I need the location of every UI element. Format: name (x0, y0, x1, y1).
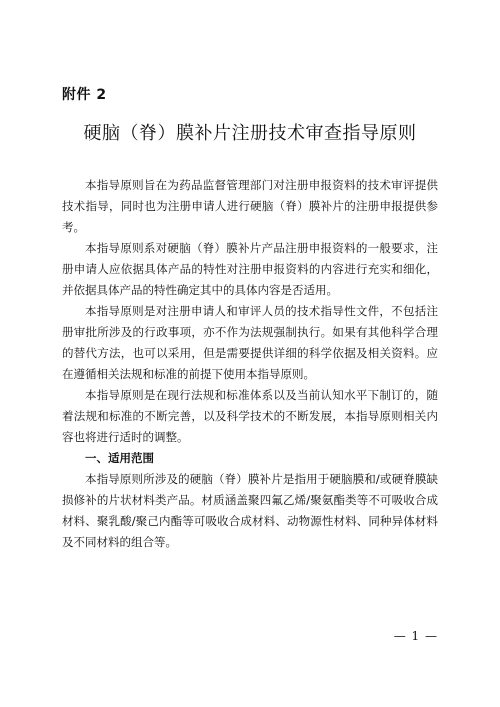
paragraph: 本指导原则旨在为药品监督管理部门对注册申报资料的技术审评提供技术指导，同时也为注册申请人进行硬脑（脊）膜补片的注册申报提供参考。 (62, 178, 438, 234)
paragraph: 本指导原则是对注册申请人和审评人员的技术指导性文件，不包括注册审批所涉及的行政事项，亦不作为法规强制执行。如果有其他科学合理的替代方法，也可以采用，但是需要提供详细的科学依据及相关资料。应在遵循相关法规和标准的前提下使用本指导原则。 (62, 304, 438, 381)
section-heading: 一、适用范围 (85, 451, 154, 465)
page-number: — 1 — (393, 629, 438, 643)
paragraph: 本指导原则系对硬脑（脊）膜补片产品注册申报资料的一般要求，注册申请人应依据具体产品的特性对注册申报资料的内容进行充实和细化，并依据具体产品的特性确定其中的具体内容是否适用。 (62, 241, 438, 297)
paragraph: 本指导原则所涉及的硬脑（脊）膜补片是指用于硬脑膜和/或硬脊膜缺损修补的片状材料类产品。材质涵盖聚四氟乙烯/聚氨酯类等不可吸收合成材料、聚乳酸/聚己内酯等可吸收合成材料、动物源性材料、同种异体材料及不同材料的组合等。 (62, 472, 438, 549)
document-title: 硬脑（脊）膜补片注册技术审查指导原则 (83, 123, 417, 144)
paragraph: 本指导原则是在现行法规和标准体系以及当前认知水平下制订的，随着法规和标准的不断完善，以及科学技术的不断发展，本指导原则相关内容也将进行适时的调整。 (62, 388, 438, 444)
document-body (62, 175, 438, 553)
attachment-label: 附件 2 (62, 87, 107, 103)
